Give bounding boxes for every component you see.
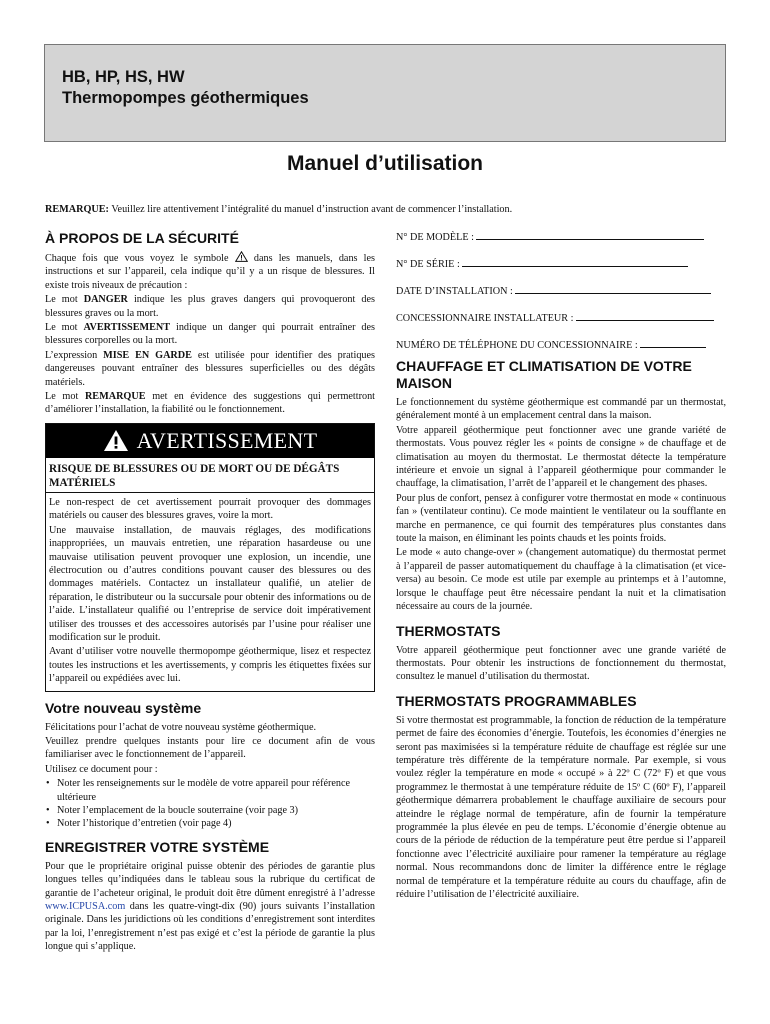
install-date-field[interactable] [396, 284, 726, 311]
warning-c: indique un danger qui pourrait entraîner des blessures corporelles ou la mort. [45, 322, 376, 347]
heating-p4: Le mode « auto change-over » (changement automatique) du thermostat permet à l’appareil de passer automatiquement du chauffage à la climatisation (et vice-versa) au besoin. Ce mode est utile par exemple au printemps et à l’automne, lorsque le chauffage peut être nécessaire pendant la nuit et la climatisation nécessaire au cours de la journée. [396, 547, 726, 613]
right-column [396, 230, 726, 902]
register-b: dans les quatre-vingt-dix (90) jours suivants l’installation originale. Dans les juridictions où les conditions d’enregistrement sont interdites par la loi, l’enregistrement n’est pas exigé et c’est la période de garantie la plus longue qui s’applique. [45, 901, 375, 953]
warning-banner-text: AVERTISSEMENT [136, 427, 318, 453]
note-word: REMARQUE [84, 391, 146, 403]
warning-banner [46, 424, 374, 458]
heating-p2: Votre appareil géothermique peut fonctionner avec une grande variété de thermostats. Vous pouvez régler les « points de consigne » de chauffage et de climatisation au moyen du thermostat. Le thermostat détecte la température intérieure et envoie un signal à l’appareil géothermique pour commander le chauffage, la climatisation, l’arrêt de l’appareil et le changement des phases. [396, 424, 726, 490]
new-system-p3: Utilisez ce document pour : [45, 763, 158, 775]
new-system-p2: Veuillez prendre quelques instants pour lire ce document afin de vous familiariser avec le fonctionnement de l’appareil. [45, 735, 375, 761]
safety-caution [45, 349, 375, 389]
install-date-label: DATE D’INSTALLATION : [396, 286, 516, 297]
left-column [45, 230, 375, 955]
heating-p3: Pour plus de confort, pensez à configurer votre thermostat en mode « continuous fan » (ventilateur continu). Ce mode maintient le ventilateur ou la soufflante en marche en permanence, ce qui fournit des températures plus constantes dans toute la maison, en éliminant les points chauds et les points froids. [396, 492, 726, 545]
warning-p3: Avant d’utiliser votre nouvelle thermopompe géothermique, lisez et respectez toutes les instructions et les avertissements, y compris les étiquettes fixées sur l’appareil ou expédiées avec lui. [49, 646, 371, 685]
danger-c: indique les plus graves dangers qui provoqueront des blessures graves ou la mort. [45, 294, 375, 319]
caution-c: est utilisée pour identifier des pratiques dangereuses pouvant entraîner des blessures superficielles ou des dégâts matériels. [45, 349, 375, 388]
safety-intro [45, 251, 375, 292]
safety-intro-a: Chaque fois que vous voyez le symbole [45, 253, 235, 264]
danger-word: DANGER [83, 294, 128, 306]
heating-heading: CHAUFFAGE ET CLIMATISATION DE VOTRE MAISON [396, 358, 692, 391]
remark-label: REMARQUE: [45, 204, 109, 215]
thermostats-p1: Votre appareil géothermique peut fonctionner avec une grande variété de thermostats. Pour obtenir les instructions de fonctionnement du thermostat, consultez le manuel d’utilisation du thermostat. [396, 644, 726, 683]
model-number-field[interactable] [396, 230, 726, 257]
heating-p1: Le fonctionnement du système géothermique est commandé par un thermostat, généralement monté à un emplacement central dans la maison. [396, 397, 726, 422]
note-a: Le mot [45, 391, 85, 403]
serial-number-label: N° DE SÉRIE : [396, 259, 463, 270]
header-box [44, 44, 726, 142]
dealer-label: CONCESSIONNAIRE INSTALLATEUR : [396, 313, 577, 324]
page-title: Manuel d’utilisation [286, 152, 483, 175]
use-list [45, 777, 375, 831]
caution-word: MISE EN GARDE [103, 349, 192, 361]
warning-box [45, 423, 375, 692]
warning-a: Le mot [45, 322, 84, 334]
remark-note [45, 203, 735, 216]
safety-heading: À PROPOS DE LA SÉCURITÉ [45, 230, 239, 246]
model-number-label: N° DE MODÈLE : [396, 232, 477, 243]
warning-triangle-icon [103, 429, 129, 452]
list-item: • Noter les renseignements sur le modèle de votre appareil pour référence ultérieure [45, 777, 375, 804]
registration-link[interactable]: www.ICPUSA.com [45, 901, 126, 913]
safety-intro-b: dans les manuels, dans les instructions et sur l’appareil, cela indique qu’il y a un risque de blessures. Il existe trois niveaux de précaution : [45, 253, 375, 291]
programmable-p1: Si votre thermostat est programmable, la fonction de réduction de la température permet de faire des économies d’énergie. Toutefois, les économies d’énergies ne seront pas maximisées si la température réduite de chauffage est réglée sur une température très différente de la température normale. Par exemple, si vous voulez régler la température en mode « occupé » à 22º C (72º F) et que vous programmez le thermostat à une température réduite de 15º C (60º F), l’appareil géothermique démarrera probablement le chauffage auxiliaire de secours pour atteindre le réglage normal de température, afin de fournir la température programmée la plus élevée en peu de temps. L’économie d’énergie obtenue au cours de la période de réduction de la température peut être perdue si l’appareil fonctionne avec l’électricité auxiliaire pour ramener la température au réglage normal. Nous recommandons donc de limiter la différence entre le réglage normal de température et la température réduite au cours du chauffage, afin de réduire l’utilisation de l’électricité auxiliaire. [396, 714, 726, 900]
list-item: • Noter l’emplacement de la boucle souterraine (voir page 3) [45, 804, 375, 817]
remark-text: Veuillez lire attentivement l’intégralité du manuel d’instruction avant de commencer l’installation. [108, 204, 513, 215]
caution-a: L’expression [45, 349, 104, 361]
product-name: Thermopompes géothermiques [62, 89, 309, 107]
register-a: Pour que le propriétaire original puisse obtenir des périodes de garantie plus longues telles qu’indiquées dans le tableau sous la rubrique du certificat de garantie de l’acheteur original, le produit doit être dûment enregistré à l’adresse [45, 860, 375, 899]
new-system-p1: Félicitations pour l’achat de votre nouveau système géothermique. [45, 721, 317, 733]
warning-title: RISQUE DE BLESSURES OU DE MORT OU DE DÉGÂTS MATÉRIELS [46, 458, 374, 493]
safety-note [45, 390, 375, 417]
model-series: HB, HP, HS, HW [62, 68, 185, 86]
warning-triangle-icon [235, 251, 248, 262]
register-text [45, 860, 375, 954]
note-c: met en évidence des suggestions qui permettront d’améliorer l’installation, la fiabilité ou le fonctionnement. [45, 391, 376, 416]
dealer-phone-label: NUMÉRO DE TÉLÉPHONE DU CONCESSIONNAIRE : [396, 340, 641, 351]
list-item: • Noter l’historique d’entretien (voir page 4) [45, 817, 375, 830]
thermostats-heading: THERMOSTATS [396, 622, 501, 639]
warning-p1: Le non-respect de cet avertissement pourrait provoquer des dommages matériels ou causer des blessures graves, voire la mort. [49, 496, 371, 522]
warning-body [46, 493, 374, 691]
register-heading: ENREGISTRER VOTRE SYSTÈME [45, 838, 270, 855]
danger-a: Le mot [45, 294, 84, 306]
safety-warning [45, 321, 375, 348]
serial-number-field[interactable] [396, 257, 726, 284]
new-system-heading: Votre nouveau système [45, 699, 202, 716]
warning-word: AVERTISSEMENT [83, 322, 171, 334]
warning-p2: Une mauvaise installation, de mauvais réglages, des modifications inappropriées, un mauvais entretien, une réparation hasardeuse ou une mauvaise utilisation peuvent provoquer une explosion, un incendie, une électrocution ou d’autres conditions pouvant causer des blessures ou des dommages matériels. Contactez un installateur qualifié, un atelier de réparation, le distributeur ou la succursale pour obtenir des informations ou de l’aide. L’installateur qualifié ou l’entreprise de service doit impérativement utiliser des trousses et des accessoires autorisés par l’usine pour réaliser une modification sur le produit. [49, 524, 371, 643]
dealer-phone-field[interactable] [396, 338, 726, 358]
programmable-heading: THERMOSTATS PROGRAMMABLES [396, 692, 637, 709]
dealer-field[interactable] [396, 311, 726, 338]
safety-danger [45, 293, 375, 320]
